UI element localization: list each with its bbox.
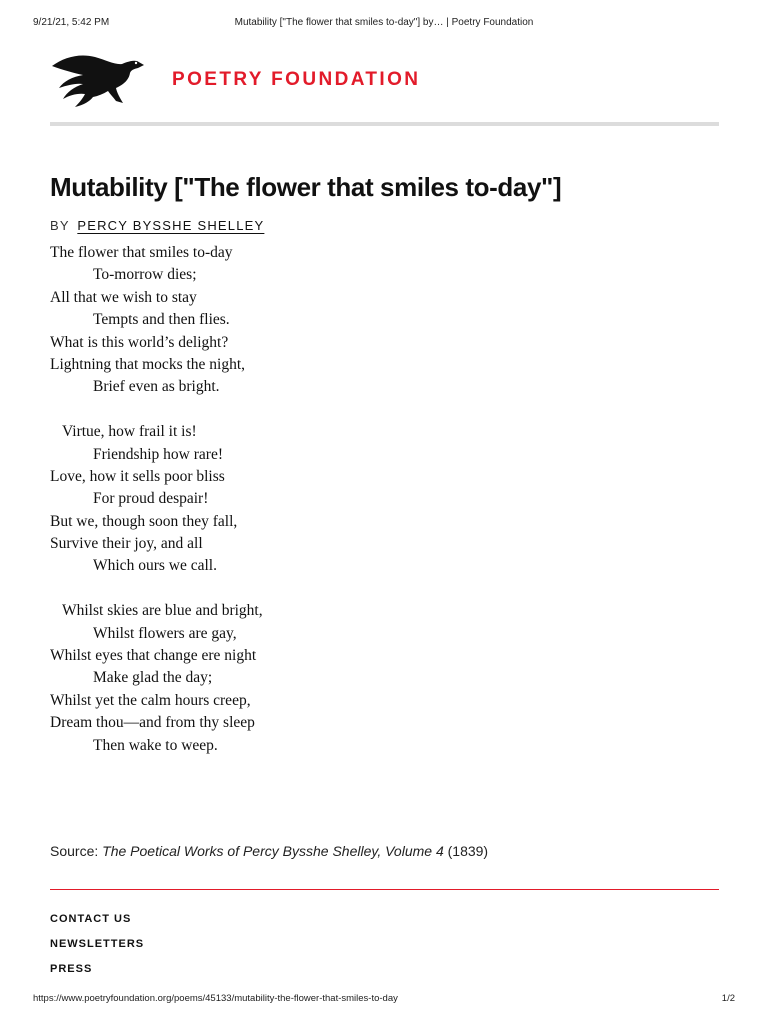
print-page-number: 1/2 (721, 993, 735, 1004)
byline (50, 218, 264, 233)
poem-line: Make glad the day; (93, 669, 213, 687)
source-label: Source: (50, 843, 99, 859)
poem-line: For proud despair! (93, 490, 209, 508)
poem-line: Whilst eyes that change ere night (50, 647, 257, 665)
poem-line: Love, how it sells poor bliss (50, 467, 225, 485)
poem-line: Whilst skies are blue and bright, (62, 602, 263, 620)
poem-line: The flower that smiles to-day (50, 244, 233, 261)
poem-body (50, 242, 263, 757)
stanza-break (50, 399, 263, 421)
source-year: (1839) (447, 843, 489, 859)
poem-line: Survive their joy, and all (50, 535, 203, 553)
source-work-title: The Poetical Works of Percy Bysshe Shelley, Volume 4 (102, 843, 444, 859)
poem-line: What is this world’s delight? (50, 333, 229, 351)
poem-line: All that we wish to stay (50, 288, 197, 306)
poem-line: But we, though soon they fall, (50, 512, 238, 530)
footer-divider (50, 889, 719, 890)
author-link[interactable]: PERCY BYSSHE SHELLEY (77, 218, 265, 233)
print-footer (33, 993, 735, 1007)
bird-logo-icon (50, 48, 146, 108)
contact-us-link[interactable]: CONTACT US (50, 913, 132, 925)
poem-line: Whilst flowers are gay, (93, 624, 237, 642)
stanza-break (50, 578, 263, 600)
poem-line: Friendship how rare! (93, 445, 223, 463)
poem-line: Whilst yet the calm hours creep, (50, 691, 251, 709)
brand-name: POETRY FOUNDATION (172, 69, 421, 90)
press-link[interactable]: PRESS (50, 963, 93, 975)
source-citation (50, 843, 488, 859)
print-datetime: 9/21/21, 5:42 PM (33, 17, 110, 28)
newsletters-link[interactable]: NEWSLETTERS (50, 938, 145, 950)
poem-line: Then wake to weep. (93, 736, 218, 754)
footer-nav (50, 912, 144, 987)
poem-line: Tempts and then flies. (93, 311, 230, 329)
print-url: https://www.poetryfoundation.org/poems/45133/mutability-the-flower-that-smiles-to-day (33, 993, 398, 1004)
print-page-title: Mutability ["The flower that smiles to-day"] by… | Poetry Foundation (234, 17, 534, 28)
poem-line: To-morrow dies; (93, 266, 197, 284)
poem-line: Which ours we call. (93, 557, 217, 575)
by-label: BY (50, 218, 70, 233)
poem-line: Lightning that mocks the night, (50, 355, 246, 373)
poem-line: Dream thou—and from thy sleep (50, 714, 255, 732)
print-header (33, 17, 735, 31)
header-divider (50, 122, 719, 126)
poem-line: Brief even as bright. (93, 378, 220, 396)
site-logo-link[interactable] (50, 48, 420, 108)
poem-line: Virtue, how frail it is! (62, 423, 197, 441)
poem-title: Mutability ["The flower that smiles to-day"] (50, 172, 562, 202)
